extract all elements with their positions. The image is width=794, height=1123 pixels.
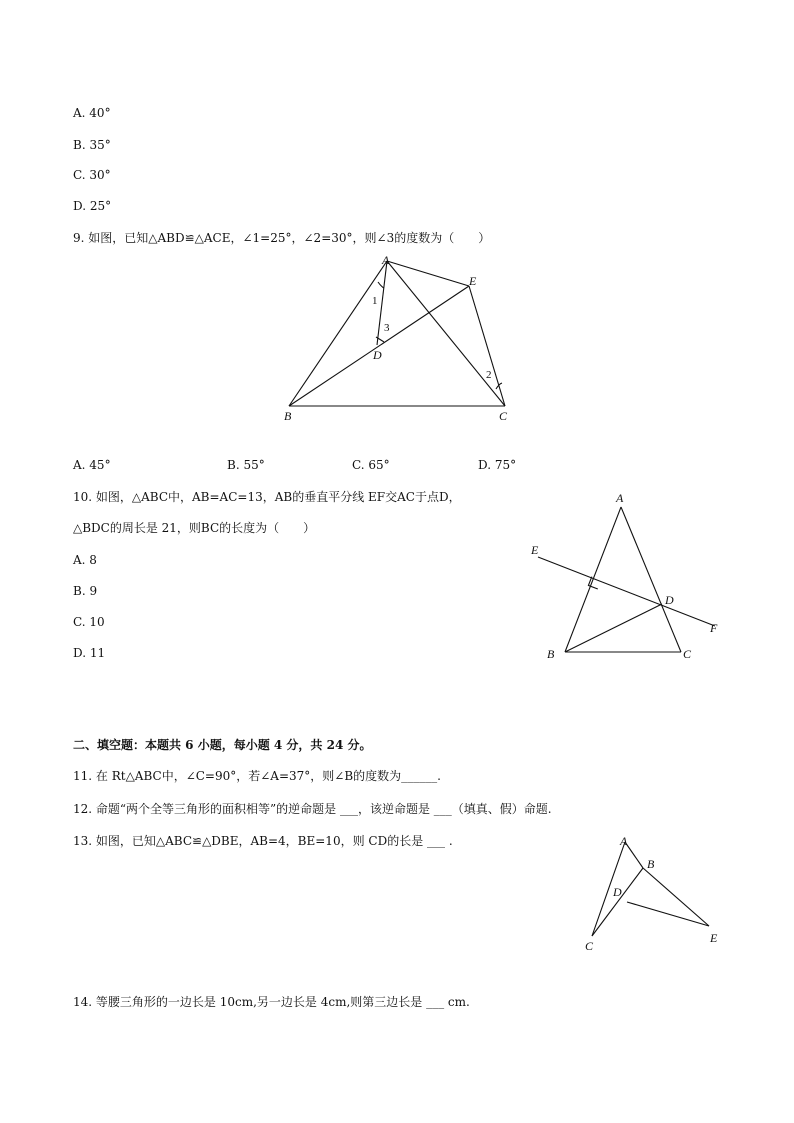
q9-option-b: B. 55°	[227, 458, 265, 472]
q10-question-line2: △BDC的周长是 21，则BC的长度为（ ）	[73, 521, 316, 535]
q9-edge-ab	[289, 261, 387, 406]
q10-edge-ab	[565, 507, 621, 652]
q13-edge-ab	[625, 842, 643, 868]
q10-label-d: D	[665, 593, 674, 607]
q10-edge-ac	[621, 507, 681, 652]
q9-edge-be	[289, 286, 469, 406]
q13-label-d: D	[613, 885, 622, 899]
q13-label-a: A	[620, 834, 628, 848]
q8-option-b: B. 35°	[73, 138, 111, 152]
q9-edge-ec	[469, 286, 505, 406]
q9-option-c: C. 65°	[352, 458, 390, 472]
q9-figure	[280, 252, 520, 422]
q9-edge-ae	[387, 261, 469, 286]
q9-label-e: E	[469, 274, 477, 288]
q9-edge-ac	[387, 261, 505, 406]
q13-label-e: E	[710, 931, 718, 945]
q10-edge-bd	[565, 604, 662, 652]
q9-question-text: 9. 如图，已知△ABD≌△ACE，∠1=25°，∠2=30°，则∠3的度数为（ ）	[73, 231, 491, 245]
q13-figure	[575, 830, 725, 960]
q10-label-a: A	[616, 491, 624, 505]
q10-label-f: F	[710, 621, 718, 635]
q10-option-d: D. 11	[73, 646, 106, 660]
q10-label-e: E	[531, 543, 539, 557]
q9-label-a: A	[382, 253, 390, 267]
q8-option-d: D. 25°	[73, 199, 112, 213]
q11-question-text: 11. 在 Rt△ABC中，∠C=90°，若∠A=37°，则∠B的度数为______.	[73, 769, 441, 783]
q9-label-b: B	[284, 409, 292, 423]
q9-angle1-arc	[378, 282, 384, 288]
q9-angle-1: 1	[372, 295, 378, 307]
q10-question-line1: 10. 如图，△ABC中，AB=AC=13，AB的垂直平分线 EF交AC于点D，	[73, 490, 461, 504]
q9-option-d: D. 75°	[478, 458, 517, 472]
q9-option-a: A. 45°	[73, 458, 111, 472]
section-2-title: 二、填空题：本题共 6 小题，每小题 4 分，共 24 分。	[73, 738, 372, 752]
q10-figure	[520, 485, 740, 665]
q9-angle-2: 2	[486, 369, 492, 381]
q9-label-c: C	[499, 409, 508, 423]
q13-question-text: 13. 如图，已知△ABC≌△DBE，AB=4，BE=10，则 CD的长是 ___ .	[73, 834, 453, 848]
q9-label-d: D	[373, 348, 382, 362]
q14-question-text: 14. 等腰三角形的一边长是 10cm,另一边长是 4cm,则第三边长是 ___ cm.	[73, 995, 470, 1009]
q12-question-text: 12. 命题“两个全等三角形的面积相等”的逆命题是 ___，该逆命题是 ___（填真、假）命题.	[73, 802, 552, 816]
q8-option-a: A. 40°	[73, 106, 111, 120]
q10-line-ef	[538, 557, 715, 626]
q10-label-b: B	[547, 647, 555, 661]
q10-option-c: C. 10	[73, 615, 105, 629]
q10-label-c: C	[683, 647, 692, 661]
q10-option-a: A. 8	[73, 553, 97, 567]
q13-label-c: C	[585, 939, 594, 953]
q10-option-b: B. 9	[73, 584, 98, 598]
q13-edge-de	[627, 902, 709, 926]
q13-label-b: B	[647, 857, 655, 871]
q13-edge-bc	[592, 868, 643, 936]
q9-angle-3: 3	[384, 322, 390, 334]
q8-option-c: C. 30°	[73, 168, 111, 182]
q13-edge-be	[643, 868, 709, 926]
